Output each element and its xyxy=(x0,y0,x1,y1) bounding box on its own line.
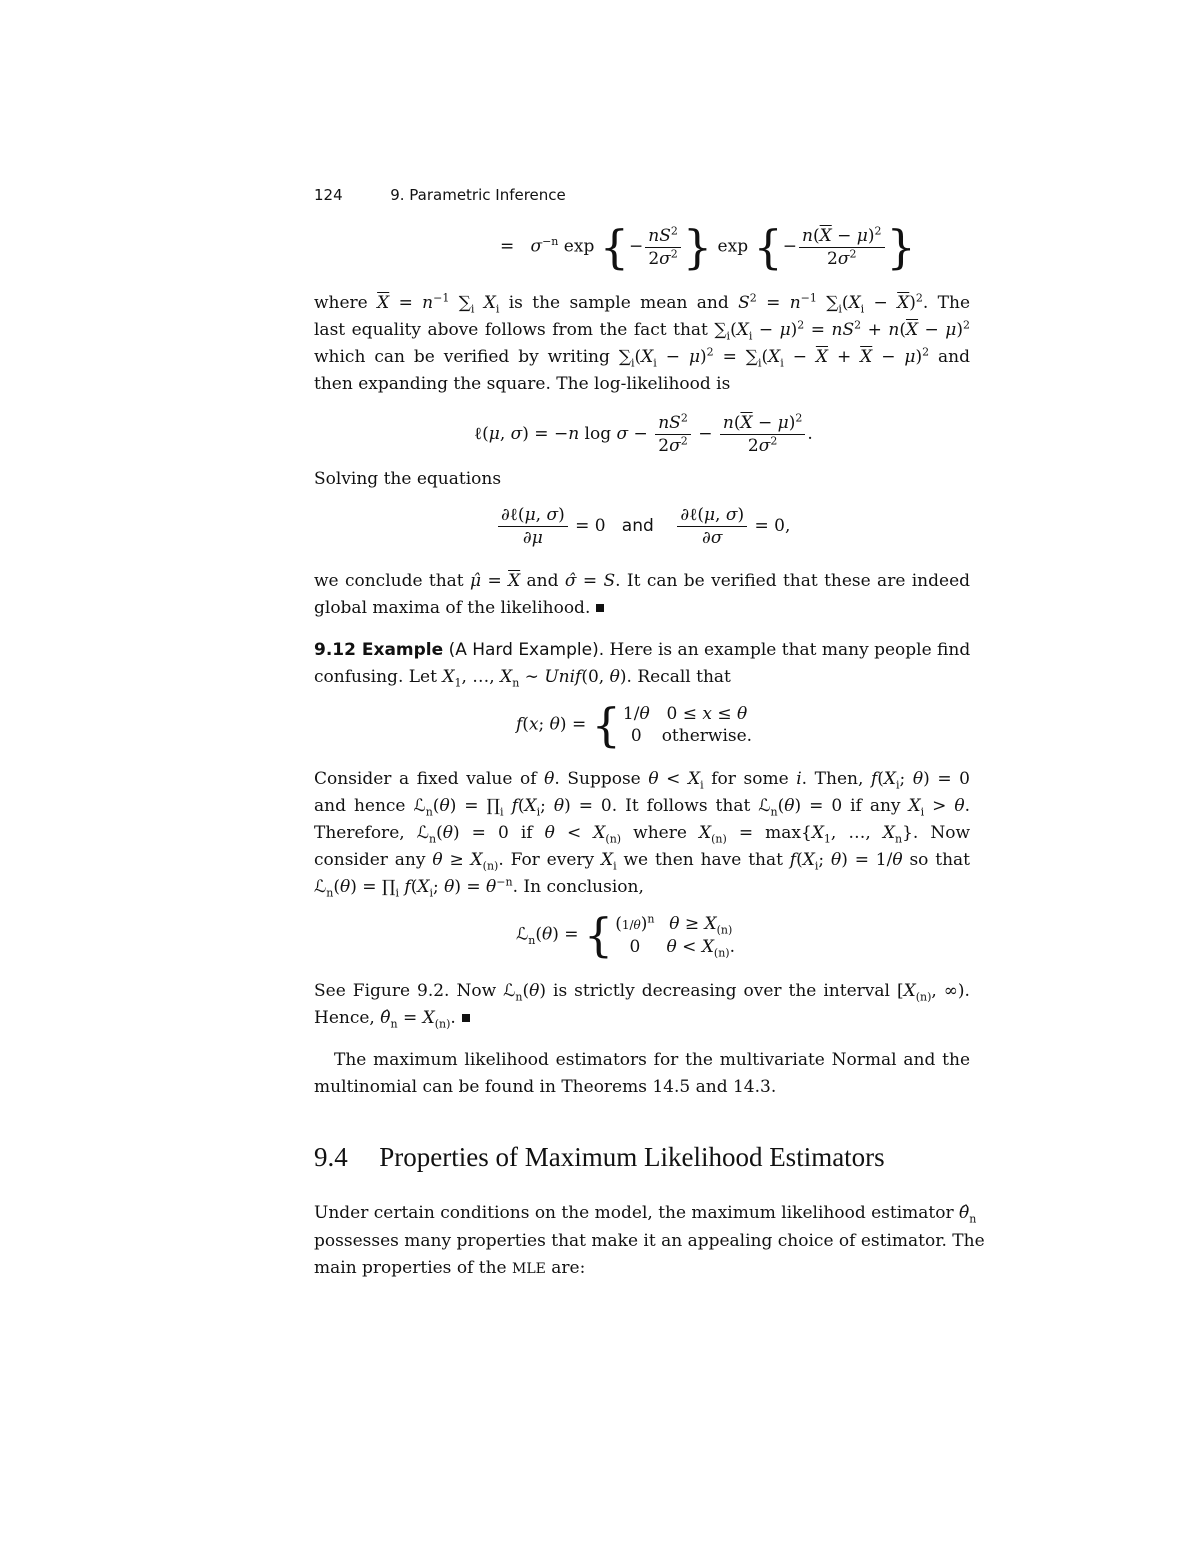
equation-likelihood-factor: = $\sigma^{-n}$ exp {− $\frac{nS^2}{2\sigma^2}$ } exp {− $\frac{n(\overline{X} - \mu)^2}{2\sigma^2}$ } xyxy=(500,220,916,274)
page-number: 124 xyxy=(314,186,343,204)
page-header xyxy=(314,186,566,204)
example-label: 9.12 Example xyxy=(314,640,444,660)
equation-likelihood-piecewise: ℒ$_n$(θ) = { $(1/\theta)^n$ $\theta \ge X_{(n)}$ 0 $\theta < X_{(n)}$. xyxy=(516,908,735,962)
section-title: Properties of Maximum Likelihood Estimators xyxy=(379,1142,885,1172)
equation-partials: $\frac{\text{∂ℓ(μ, σ)}}{\partial\mu}$ = 0 and $\frac{\text{∂ℓ(μ, σ)}}{\partial\sigma}$ = 0, xyxy=(496,504,790,549)
equation-log-likelihood: ℓ(μ, σ) = −n log σ − $\frac{nS^2}{2\sigma^2}$ − $\frac{n(\overline{X} - \mu)^2}{2\sigma^2}$ . xyxy=(474,411,813,456)
text-solving: Solving the equations xyxy=(314,469,502,489)
chapter-title: 9. Parametric Inference xyxy=(390,186,566,204)
equation-uniform-density: f(x; θ) = { 1/θ 0 ≤ x ≤ θ 0 otherwise. xyxy=(516,698,753,752)
section-heading xyxy=(314,1142,885,1173)
section-number: 9.4 xyxy=(314,1142,348,1172)
qed-square xyxy=(596,604,604,612)
qed-square xyxy=(462,1014,470,1022)
